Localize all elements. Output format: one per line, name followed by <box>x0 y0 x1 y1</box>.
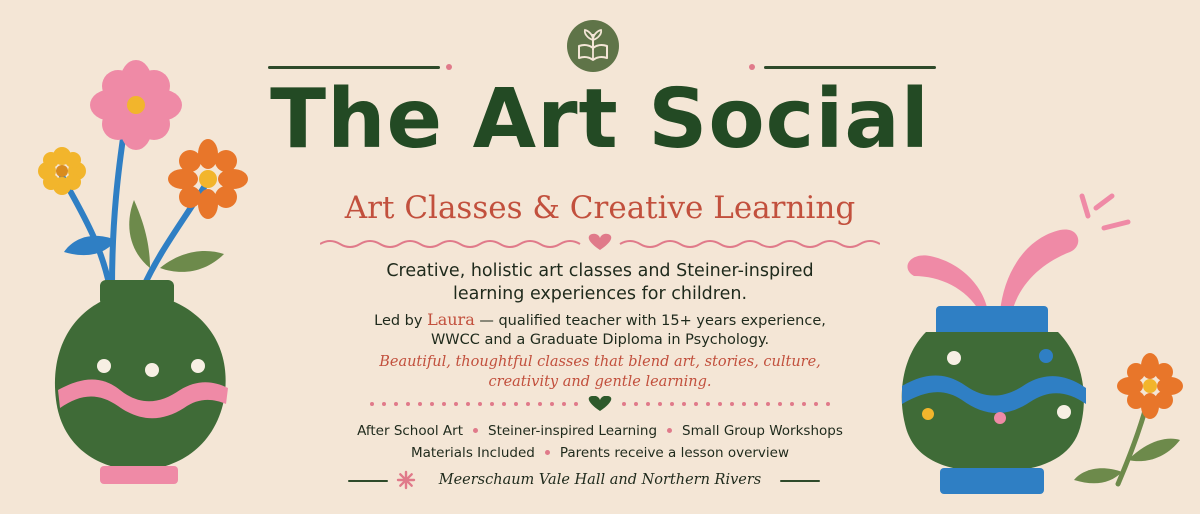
feature-item: Small Group Workshops <box>682 423 843 439</box>
heart-icon <box>589 234 612 250</box>
wavy-divider <box>320 232 880 254</box>
pink-plant-icon <box>1000 229 1078 312</box>
feature-item: Parents receive a lesson overview <box>559 445 790 461</box>
tagline <box>300 352 900 392</box>
bullet-dot <box>667 428 672 433</box>
divider-line <box>268 66 440 69</box>
tagline-line: Beautiful, thoughtful classes that blend art, stories, culture, <box>379 354 821 370</box>
orange-flower-icon <box>1117 353 1183 419</box>
feature-item: Materials Included <box>410 445 535 461</box>
leaf-icon <box>129 200 150 268</box>
green-vase-icon <box>55 280 228 484</box>
location: Meerschaum Vale Hall and Northern Rivers <box>438 472 762 488</box>
feature-item: Steiner-inspired Learning <box>488 423 658 439</box>
teacher-prefix: Led by <box>374 313 428 329</box>
tagline-line: creativity and gentle learning. <box>488 374 712 390</box>
orange-flower-icon <box>168 139 248 219</box>
leaf-icon <box>1128 439 1180 462</box>
divider-line <box>764 66 936 69</box>
dotted-divider <box>368 396 832 412</box>
pink-flower-icon <box>90 60 182 150</box>
intro-line: Creative, holistic art classes and Steiner-inspired <box>386 261 814 281</box>
sparkle-icon <box>1082 196 1128 228</box>
page-title: The Art Social <box>270 72 930 167</box>
leaf-icon <box>64 236 116 255</box>
teacher-info <box>300 310 900 350</box>
content-panel <box>240 0 960 514</box>
teacher-name: Laura <box>427 310 475 329</box>
intro-line: learning experiences for children. <box>452 284 748 304</box>
feature-row <box>280 420 920 442</box>
page-subtitle: Art Classes & Creative Learning <box>344 190 856 226</box>
stem <box>1118 400 1148 484</box>
teacher-suffix: — qualified teacher with 15+ years experience, <box>474 313 826 329</box>
stem <box>62 176 110 288</box>
bullet-dot <box>545 450 550 455</box>
intro-text <box>300 260 900 306</box>
badge <box>567 20 619 72</box>
yellow-flower-icon <box>38 147 86 195</box>
feature-row <box>280 442 920 464</box>
left-vase-illustration <box>0 0 260 514</box>
leaf-icon <box>1074 468 1122 483</box>
teacher-line: WWCC and a Graduate Diploma in Psychology. <box>430 332 770 348</box>
divider-line <box>780 480 820 482</box>
bullet-dot <box>473 428 478 433</box>
heart-icon <box>589 396 612 411</box>
stem <box>112 118 126 288</box>
feature-list <box>280 420 920 464</box>
book-sprout-icon <box>567 20 619 72</box>
leaf-icon <box>160 251 224 272</box>
feature-item: After School Art <box>357 423 464 439</box>
teacher-line <box>300 310 900 331</box>
